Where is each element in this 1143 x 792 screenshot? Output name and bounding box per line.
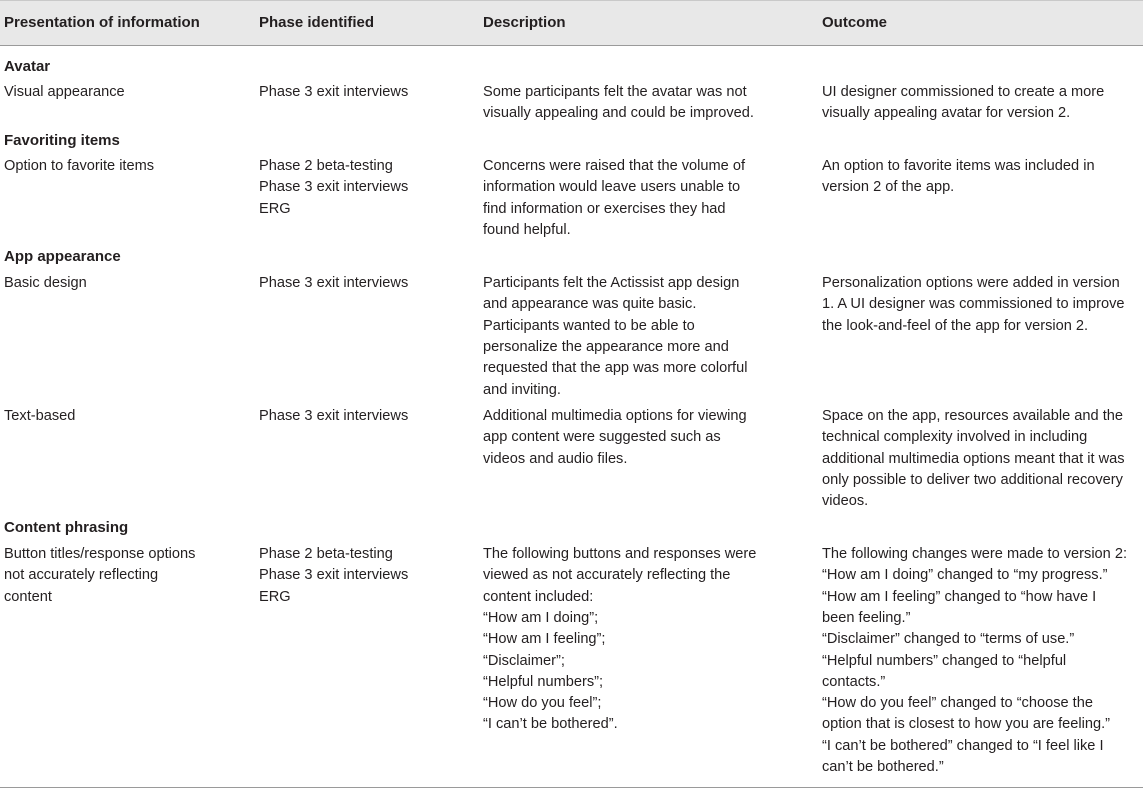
cell-outcome: the look-and-feel of the app for version 2. [822,317,1089,334]
cell-outcome: “How am I feeling” changed to “how have I [822,588,1097,605]
cell-description: find information or exercises they had [483,200,726,217]
cell-description: “How am I feeling”; [483,631,606,648]
header-outcome: Outcome [822,14,888,31]
cell-outcome: An option to favorite items was included in [822,158,1095,174]
cell-outcome: only possible to deliver two additional recovery [822,471,1123,488]
cell-item: Basic design [4,275,87,291]
cell-outcome: been feeling.” [822,609,911,626]
header-phase: Phase identified [259,14,375,31]
cell-description: visually appealing and could be improved. [483,105,754,122]
cell-phase: Phase 3 exit interviews [259,275,409,291]
cell-phase: Phase 3 exit interviews [259,84,409,100]
cell-outcome: can’t be bothered.” [822,759,944,775]
cell-outcome: contacts.” [822,673,886,690]
cell-description: Participants wanted to be able to [483,317,695,334]
cell-outcome: option that is closest to how you are feeling.” [822,716,1110,733]
cell-outcome: The following changes were made to version 2: [822,546,1128,562]
table-header-row [0,0,1143,46]
section-content-phrasing: Content phrasing [4,519,129,536]
cell-description: personalize the appearance more and [483,338,729,355]
cell-description: requested that the app was more colorful [483,360,748,377]
section-avatar: Avatar [4,58,51,75]
cell-phase: Phase 2 beta-testing [259,158,393,174]
table-bottom-rule [0,787,1143,788]
cell-phase: Phase 3 exit interviews [259,179,409,196]
cell-description: information would leave users unable to [483,179,741,196]
cell-item: Button titles/response options [4,546,196,562]
cell-description: content included: [483,588,594,605]
cell-description: “Disclaimer”; [483,652,565,669]
cell-description: Participants felt the Actissist app design [483,275,740,291]
cell-description: The following buttons and responses were [483,546,757,562]
cell-description: “How am I doing”; [483,609,599,626]
cell-phase: Phase 3 exit interviews [259,408,409,424]
cell-outcome: “How am I doing” changed to “my progress.” [822,567,1108,584]
cell-outcome: “How do you feel” changed to “choose the [822,695,1093,712]
cell-description: and appearance was quite basic. [483,296,697,313]
cell-description: viewed as not accurately reflecting the [483,567,731,584]
cell-item: Option to favorite items [4,158,155,174]
cell-description: found helpful. [483,221,571,238]
cell-phase: ERG [259,200,291,217]
cell-item: Visual appearance [4,84,125,100]
cell-outcome: “I can’t be bothered” changed to “I feel like I [822,737,1104,754]
cell-description: app content were suggested such as [483,429,721,446]
cell-description: Concerns were raised that the volume of [483,158,746,174]
header-description: Description [483,14,566,31]
cell-phase: Phase 2 beta-testing [259,546,393,562]
section-favoriting: Favoriting items [4,132,120,149]
cell-description: Some participants felt the avatar was not [483,84,747,100]
cell-item: not accurately reflecting [4,567,159,584]
header-presentation: Presentation of information [4,14,200,31]
cell-description: “Helpful numbers”; [483,673,604,690]
cell-outcome: 1. A UI designer was commissioned to improve [822,296,1125,313]
cell-outcome: videos. [822,493,869,510]
cell-outcome: visually appealing avatar for version 2. [822,105,1071,122]
cell-outcome: “Helpful numbers” changed to “helpful [822,652,1067,669]
cell-phase: ERG [259,588,291,605]
cell-outcome: version 2 of the app. [822,179,955,196]
cell-outcome: UI designer commissioned to create a more [822,84,1105,100]
cell-outcome: Space on the app, resources available and the [822,408,1124,424]
cell-description: and inviting. [483,381,561,398]
section-app-appearance: App appearance [4,248,121,265]
cell-item: Text-based [4,408,76,424]
cell-outcome: additional multimedia options meant that it was [822,450,1125,467]
cell-outcome: technical complexity involved in including [822,429,1088,446]
cell-description: “How do you feel”; [483,695,602,712]
cell-item: content [4,588,52,605]
cell-outcome: “Disclaimer” changed to “terms of use.” [822,631,1075,648]
cell-description: videos and audio files. [483,450,628,467]
cell-description: Additional multimedia options for viewing [483,408,747,424]
cell-phase: Phase 3 exit interviews [259,567,409,584]
cell-description: “I can’t be bothered”. [483,716,618,733]
cell-outcome: Personalization options were added in version [822,275,1120,291]
